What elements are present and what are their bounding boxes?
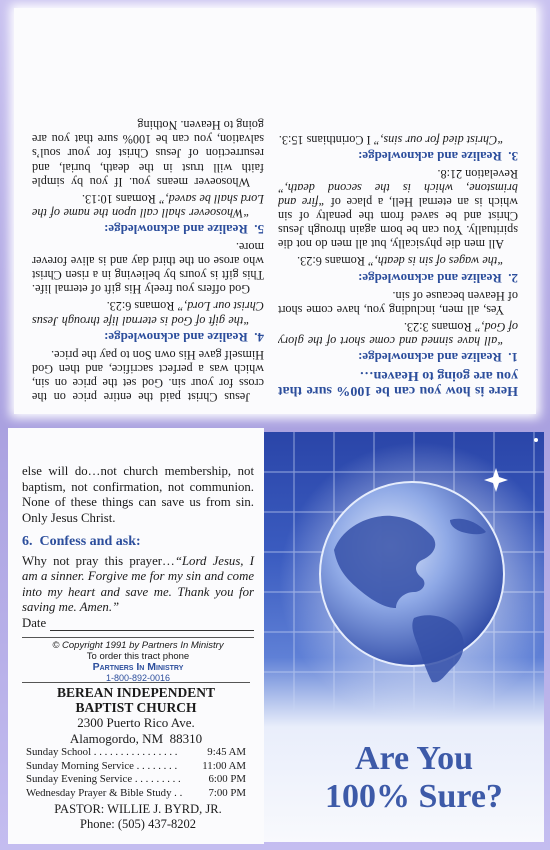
section-1-verse: [278, 320, 518, 348]
section-4-body: God offers you freely His gift of eternal life. This gift is yours by believing in a risen Christ who arose on the third day and is alive forever more.: [32, 240, 264, 297]
cover-title: [284, 740, 544, 816]
schedule-label: [26, 773, 181, 787]
schedule-time: 11:00 AM: [202, 759, 246, 772]
schedule-label-text: Wednesday Prayer & Bible Study: [26, 786, 172, 799]
section-2-heading: 2. Realize and acknowledge:: [358, 270, 518, 286]
verse-ref: Romans 6:23.: [106, 299, 175, 314]
schedule-time: 6:00 PM: [208, 773, 246, 786]
verse-ref: Romans 10:13.: [81, 191, 156, 206]
section-4-heading: 4. Realize and acknowledge:: [104, 329, 264, 345]
prayer-text: “Lord Jesus, I am a sinner. Forgive me for my sin and come into my heart and save me. Thank you for saving me. Amen.”: [22, 553, 254, 614]
verse-quote: “Whosoever shall call upon the name of the Lord shall be saved,”: [32, 191, 264, 220]
schedule-row: [26, 760, 246, 774]
schedule-time: 9:45 AM: [207, 746, 246, 758]
main-heading: Here is how you can be 100% sure that you are going to Heaven…: [278, 368, 518, 398]
schedule-label: [26, 746, 177, 760]
verse-ref: Romans 6:23.: [297, 254, 365, 269]
verse-ref: Romans 3:23.: [403, 319, 472, 334]
section-4-verse: [32, 299, 264, 327]
verse-ref: I Corinthians 15:3.: [278, 132, 371, 147]
schedule-row: [26, 746, 246, 760]
back-text-block: [22, 464, 254, 684]
section-1-heading: 1. Realize and acknowledge:: [358, 350, 518, 365]
publisher-name: Partners In Ministry: [92, 661, 184, 673]
inside-right-column: [278, 130, 518, 404]
verse-quote: “fire and brimstone, which is the second death,”: [277, 180, 518, 210]
section-2-body: [278, 167, 518, 252]
schedule-label: [26, 787, 182, 801]
pastor-name: PASTOR: WILLIE J. BYRD, JR.: [54, 802, 222, 816]
schedule-row: [26, 773, 246, 787]
date-label: Date: [22, 615, 47, 630]
schedule-label-text: Sunday Morning Service: [26, 759, 134, 772]
prayer-paragraph: [22, 554, 254, 616]
verse-quote: “Christ died for our sins,”: [373, 132, 504, 147]
section-1-body: Yes, all men, including you, have come short of Heaven because of sin.: [278, 288, 518, 317]
church-name-line-1: BEREAN INDEPENDENT: [57, 685, 215, 700]
pastor-info: [22, 802, 254, 832]
church-name-line-2: BAPTIST CHURCH: [75, 700, 197, 715]
section-5-heading: 5. Realize and acknowledge:: [104, 221, 264, 237]
tract-cover-panel: [264, 432, 544, 842]
schedule-label-text: Sunday Evening Service: [26, 773, 133, 786]
verse-quote: “all have sinned and come short of the glory of God,”: [278, 319, 518, 348]
schedule-label: [26, 760, 177, 774]
tract-inside-rotated: [14, 8, 536, 414]
church-address-2: Alamogordo, NM 88310: [69, 731, 203, 746]
verse-ref: Revelation 21:8.: [437, 166, 518, 181]
copyright-block: [22, 637, 254, 684]
date-field: [22, 616, 254, 632]
verse-quote: “the gift of God is eternal life through Jesus Christ our Lord,”: [32, 299, 264, 328]
section-3-verse: [278, 133, 518, 147]
continuation-paragraph: else will do…not church membership, not baptism, not confirmation, not communion. None of these things can save us from sin. Only Jesus Christ.: [22, 464, 254, 525]
schedule-dots: . .: [171, 786, 183, 799]
tract-inside-panel: [14, 8, 536, 414]
prayer-intro: Why not pray this prayer…: [22, 553, 175, 568]
schedule-row: [26, 787, 246, 801]
cover-title-line-2: 100% Sure?: [325, 778, 503, 815]
church-phone: Phone: (505) 437-8202: [80, 817, 196, 831]
section-3-heading: 3. Realize and acknowledge:: [358, 148, 518, 164]
church-address-1: 2300 Puerto Rico Ave.: [77, 715, 195, 730]
inside-left-column: [32, 115, 264, 404]
schedule-dots: . . . . . . . . . . . . . . . .: [91, 746, 178, 758]
body-text: All men die physically, but all men do not die spiritually. You can be born again through Jesus Christ and be saved from the penalty of sin which is an eternal Hell, a place of: [278, 195, 518, 252]
verse-quote: “the wages of sin is death,”: [367, 254, 504, 269]
schedule-dots: . . . . . . . .: [133, 759, 178, 772]
church-info: [22, 682, 250, 747]
section-2-verse: [278, 254, 518, 268]
schedule-dots: . . . . . . . . .: [132, 773, 181, 786]
paragraph-price: Jesus Christ paid the entire price on the cross for your sin. God set the price on sin, which was a perfect sacrifice, and then God Himself gave His own Son to pay the price.: [32, 347, 264, 404]
tract-back-panel: [8, 428, 264, 844]
section-5-body: Whosoever means you. If you by simple faith will trust in the death, burial, and resurrection of Jesus Christ for your soul’s salvation, you can be 100% sure that you are going to Heaven. Nothing: [32, 118, 264, 189]
schedule-label-text: Sunday School: [26, 746, 92, 758]
section-5-verse: [32, 192, 264, 220]
service-schedule: [26, 746, 246, 800]
section-6-heading: 6. Confess and ask:: [22, 534, 141, 549]
date-underline: [50, 618, 254, 631]
publisher-phone: 1-800-892-0016: [105, 673, 171, 683]
copyright-text: © Copyright 1991 by Partners In Ministry: [52, 640, 224, 651]
schedule-time: 7:00 PM: [208, 786, 246, 799]
cover-title-line-1: Are You: [354, 740, 474, 777]
order-text: To order this tract phone: [86, 651, 190, 662]
